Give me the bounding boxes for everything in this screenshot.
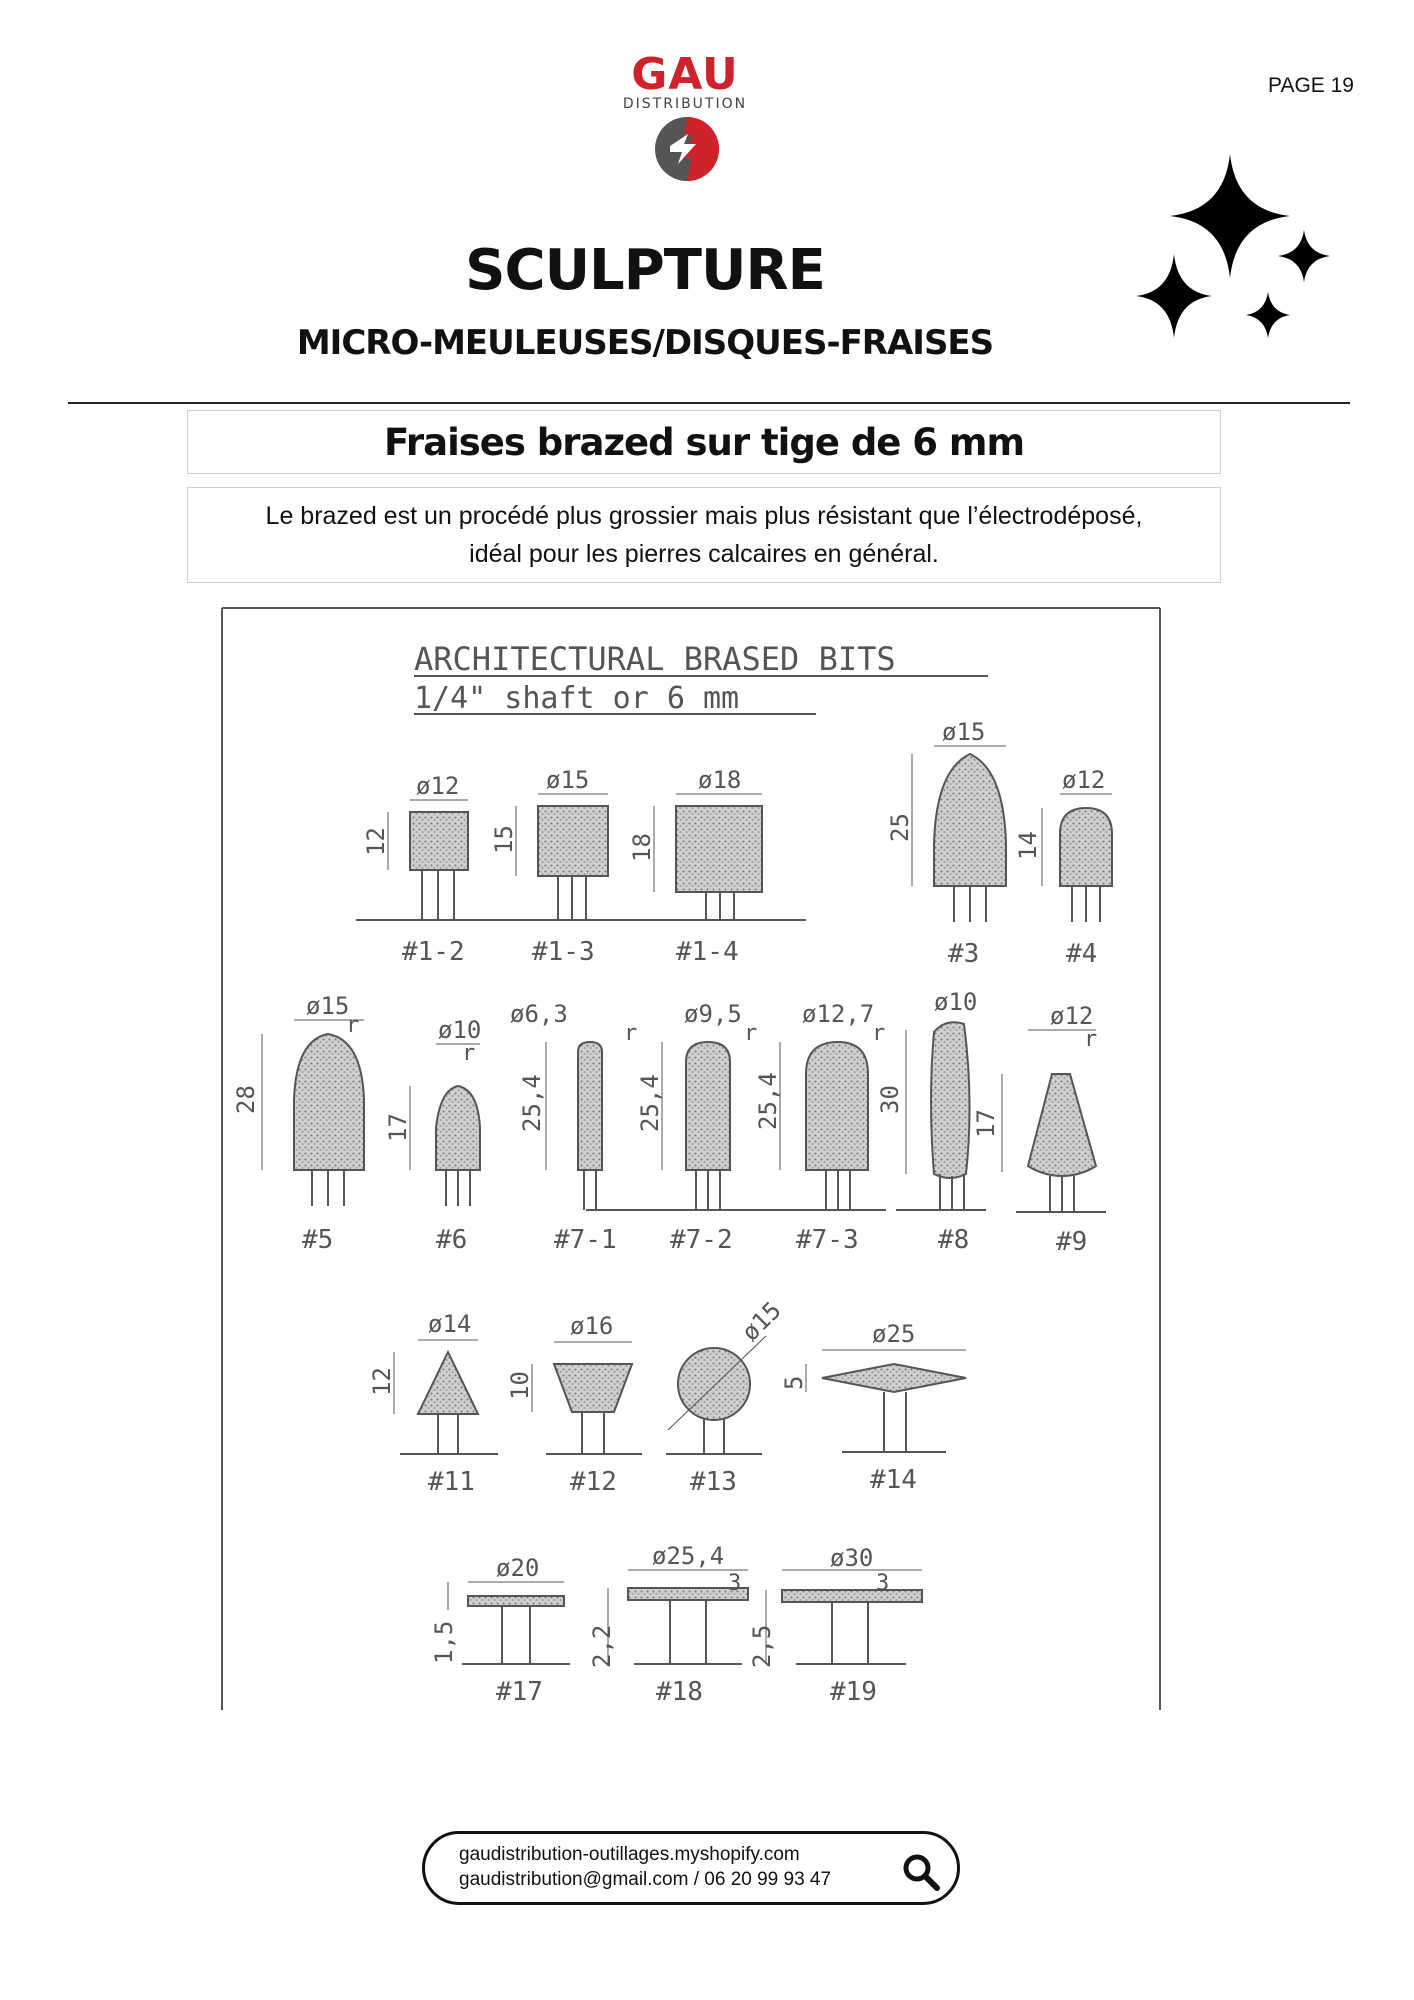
svg-text:ø25: ø25 xyxy=(872,1320,916,1348)
svg-text:ø9,5: ø9,5 xyxy=(684,1000,742,1028)
svg-text:2,2: 2,2 xyxy=(588,1624,616,1668)
technical-drawing xyxy=(166,600,1226,1720)
description-box xyxy=(187,487,1221,583)
svg-text:25,4: 25,4 xyxy=(518,1074,546,1132)
brand-logo xyxy=(610,49,760,187)
svg-text:10: 10 xyxy=(506,1371,534,1400)
svg-text:12: 12 xyxy=(362,827,390,856)
bit-7-2 xyxy=(636,1000,757,1255)
svg-text:r: r xyxy=(624,1021,638,1046)
svg-text:#7-1: #7-1 xyxy=(554,1225,617,1255)
bit-8 xyxy=(876,988,986,1255)
bit-18 xyxy=(588,1542,748,1707)
svg-text:ø16: ø16 xyxy=(570,1312,614,1340)
contact-footer xyxy=(422,1831,960,1905)
svg-text:ø10: ø10 xyxy=(438,1016,482,1044)
svg-text:ø25,4: ø25,4 xyxy=(652,1542,725,1570)
svg-text:#6: #6 xyxy=(436,1225,468,1255)
bit-5 xyxy=(232,992,364,1255)
website-link[interactable]: gaudistribution-outillages.myshopify.com xyxy=(459,1844,800,1865)
bit-11 xyxy=(368,1310,498,1497)
svg-text:ø12: ø12 xyxy=(416,772,460,800)
svg-text:ø6,3: ø6,3 xyxy=(510,1000,568,1028)
svg-text:ø12,7: ø12,7 xyxy=(802,1000,875,1028)
svg-text:25: 25 xyxy=(886,813,914,842)
svg-text:5: 5 xyxy=(780,1375,808,1390)
svg-text:#9: #9 xyxy=(1056,1227,1088,1257)
svg-text:ø12: ø12 xyxy=(1062,766,1106,794)
svg-text:#7-2: #7-2 xyxy=(670,1225,733,1255)
svg-text:ø12: ø12 xyxy=(1050,1002,1094,1030)
svg-text:12: 12 xyxy=(368,1367,396,1396)
section-title: Fraises brazed sur tige de 6 mm xyxy=(187,410,1221,474)
bit-14 xyxy=(780,1320,966,1495)
description-line-2: idéal pour les pierres calcaires en général. xyxy=(469,540,939,568)
svg-text:#18: #18 xyxy=(656,1677,703,1707)
svg-text:r: r xyxy=(1084,1027,1098,1052)
svg-text:ø10: ø10 xyxy=(934,988,978,1016)
bit-9 xyxy=(972,1002,1106,1257)
svg-text:#17: #17 xyxy=(496,1677,543,1707)
svg-text:#1-2: #1-2 xyxy=(402,937,465,967)
svg-text:#8: #8 xyxy=(938,1225,970,1255)
page-title: SCULPTURE xyxy=(465,238,825,303)
svg-text:#1-4: #1-4 xyxy=(676,937,739,967)
svg-text:3: 3 xyxy=(728,1571,742,1596)
svg-text:#11: #11 xyxy=(428,1467,475,1497)
contact-info: gaudistribution@gmail.com / 06 20 99 93 47 xyxy=(459,1869,832,1890)
bit-4 xyxy=(1014,766,1112,969)
svg-text:#1-3: #1-3 xyxy=(532,937,595,967)
svg-text:15: 15 xyxy=(490,825,518,854)
svg-text:ø15: ø15 xyxy=(306,992,350,1020)
drawing-subtitle: 1/4" shaft or 6 mm xyxy=(414,681,740,716)
logo-name: GAU xyxy=(631,49,739,100)
svg-text:#13: #13 xyxy=(690,1467,737,1497)
svg-text:#5: #5 xyxy=(302,1225,334,1255)
svg-text:#3: #3 xyxy=(948,939,980,969)
svg-text:3: 3 xyxy=(876,1571,890,1596)
svg-text:ø15: ø15 xyxy=(942,718,986,746)
bit-17 xyxy=(430,1554,570,1707)
logo-sub: DISTRIBUTION xyxy=(622,96,748,112)
logo-mark-icon xyxy=(654,116,720,182)
bit-3 xyxy=(886,718,1006,969)
drawing-title: ARCHITECTURAL BRASED BITS xyxy=(414,640,896,678)
svg-text:28: 28 xyxy=(232,1085,260,1114)
bit-12 xyxy=(506,1312,642,1497)
search-icon[interactable] xyxy=(901,1852,941,1892)
svg-text:18: 18 xyxy=(628,833,656,862)
svg-text:17: 17 xyxy=(384,1113,412,1142)
description-line-1: Le brazed est un procédé plus grossier mais plus résistant que l’électrodéposé, xyxy=(265,502,1143,530)
svg-text:r: r xyxy=(872,1021,886,1046)
bit-19 xyxy=(748,1544,922,1707)
svg-text:2,5: 2,5 xyxy=(748,1624,776,1668)
svg-text:ø14: ø14 xyxy=(428,1310,472,1338)
svg-text:ø15: ø15 xyxy=(736,1296,787,1347)
svg-text:#19: #19 xyxy=(830,1677,877,1707)
page-number: PAGE 19 xyxy=(1268,74,1354,97)
svg-text:#12: #12 xyxy=(570,1467,617,1497)
svg-text:#14: #14 xyxy=(870,1465,917,1495)
svg-text:1,5: 1,5 xyxy=(430,1620,458,1664)
svg-text:30: 30 xyxy=(876,1085,904,1114)
bit-1-3 xyxy=(490,766,608,967)
svg-text:ø20: ø20 xyxy=(496,1554,540,1582)
bit-13 xyxy=(666,1296,787,1497)
svg-text:ø15: ø15 xyxy=(546,766,590,794)
svg-text:ø30: ø30 xyxy=(830,1544,874,1572)
svg-text:25,4: 25,4 xyxy=(754,1072,782,1130)
page-subtitle: MICRO-MEULEUSES/DISQUES-FRAISES xyxy=(296,323,994,363)
svg-text:#4: #4 xyxy=(1066,939,1098,969)
svg-text:#7-3: #7-3 xyxy=(796,1225,859,1255)
svg-text:r: r xyxy=(346,1013,360,1038)
svg-text:r: r xyxy=(744,1021,758,1046)
divider xyxy=(68,402,1350,404)
bit-6 xyxy=(384,1016,481,1255)
svg-text:ø18: ø18 xyxy=(698,766,742,794)
bit-7-3 xyxy=(754,1000,885,1255)
bit-1-2 xyxy=(362,772,468,967)
bit-1-4 xyxy=(628,766,762,967)
bit-7-1 xyxy=(510,1000,637,1255)
svg-text:r: r xyxy=(462,1041,476,1066)
svg-text:25,4: 25,4 xyxy=(636,1074,664,1132)
svg-text:17: 17 xyxy=(972,1109,1000,1138)
svg-text:14: 14 xyxy=(1014,831,1042,860)
